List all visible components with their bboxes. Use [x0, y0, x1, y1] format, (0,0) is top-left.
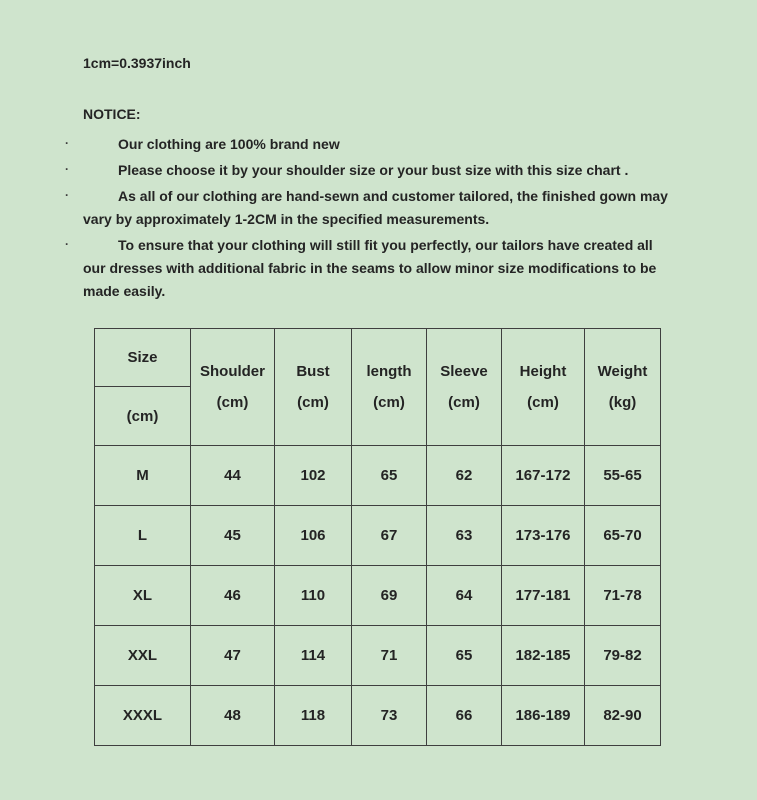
notice-item [65, 159, 669, 182]
bullet-dot: · [65, 162, 69, 176]
notice-heading: NOTICE: [83, 106, 141, 122]
height-cell: 167-172 [502, 446, 585, 506]
col-header-label: Weight [597, 363, 648, 380]
size-cell: XL [95, 566, 191, 626]
sleeve-cell: 63 [427, 506, 502, 566]
weight-cell: 71-78 [585, 566, 661, 626]
bust-cell: 106 [275, 506, 352, 566]
shoulder-cell: 46 [191, 566, 275, 626]
length-cell: 73 [352, 686, 427, 746]
col-header-unit: (cm) [216, 394, 249, 411]
col-header-shoulder [191, 329, 275, 446]
col-header-length [352, 329, 427, 446]
sleeve-cell: 66 [427, 686, 502, 746]
col-header-unit: (kg) [608, 394, 637, 411]
col-header-unit: (cm) [373, 394, 405, 411]
col-header-unit: (cm) [297, 394, 329, 411]
unit-conversion-note: 1cm=0.3937inch [83, 55, 191, 71]
col-header-sleeve [427, 329, 502, 446]
length-cell: 71 [352, 626, 427, 686]
shoulder-cell: 44 [191, 446, 275, 506]
weight-cell: 65-70 [585, 506, 661, 566]
shoulder-cell: 45 [191, 506, 275, 566]
bullet-dot: · [65, 188, 69, 202]
bullet-dot: · [65, 136, 69, 150]
bust-cell: 110 [275, 566, 352, 626]
size-cell: L [95, 506, 191, 566]
table-row [95, 506, 661, 566]
table-row [95, 566, 661, 626]
size-chart-table [94, 328, 661, 746]
shoulder-cell: 48 [191, 686, 275, 746]
table-row [95, 626, 661, 686]
table-header-row [95, 329, 661, 387]
sleeve-cell: 64 [427, 566, 502, 626]
bust-cell: 114 [275, 626, 352, 686]
corner-unit-label: (cm) [95, 387, 191, 446]
col-header-height [502, 329, 585, 446]
notice-text: As all of our clothing are hand-sewn and customer tailored, the finished gown may vary by approximately 1-2CM in the specified measurements. [83, 188, 668, 227]
col-header-bust [275, 329, 352, 446]
notice-list [65, 133, 669, 306]
notice-text: Our clothing are 100% brand new [118, 136, 340, 152]
weight-cell: 55-65 [585, 446, 661, 506]
notice-item [65, 185, 669, 231]
height-cell: 182-185 [502, 626, 585, 686]
col-header-label: length [366, 363, 412, 380]
col-header-label: Shoulder [199, 363, 265, 380]
height-cell: 173-176 [502, 506, 585, 566]
notice-item [65, 133, 669, 156]
bust-cell: 118 [275, 686, 352, 746]
col-header-label: Sleeve [440, 363, 488, 380]
col-header-weight [585, 329, 661, 446]
table-row [95, 446, 661, 506]
height-cell: 186-189 [502, 686, 585, 746]
bullet-dot: · [65, 237, 69, 251]
length-cell: 69 [352, 566, 427, 626]
corner-size-label: Size [95, 329, 191, 387]
weight-cell: 82-90 [585, 686, 661, 746]
bust-cell: 102 [275, 446, 352, 506]
size-cell: XXXL [95, 686, 191, 746]
notice-text: Please choose it by your shoulder size or your bust size with this size chart . [118, 162, 629, 178]
col-header-unit: (cm) [527, 394, 559, 411]
length-cell: 65 [352, 446, 427, 506]
length-cell: 67 [352, 506, 427, 566]
size-cell: M [95, 446, 191, 506]
height-cell: 177-181 [502, 566, 585, 626]
col-header-unit: (cm) [448, 394, 480, 411]
col-header-label: Bust [296, 363, 330, 380]
weight-cell: 79-82 [585, 626, 661, 686]
notice-item [65, 234, 669, 303]
col-header-label: Height [519, 363, 567, 380]
shoulder-cell: 47 [191, 626, 275, 686]
sleeve-cell: 62 [427, 446, 502, 506]
table-row [95, 686, 661, 746]
sleeve-cell: 65 [427, 626, 502, 686]
size-cell: XXL [95, 626, 191, 686]
notice-text: To ensure that your clothing will still fit you perfectly, our tailors have created all our dresses with additional fabric in the seams to allow minor size modifications to be made easily. [83, 237, 657, 299]
